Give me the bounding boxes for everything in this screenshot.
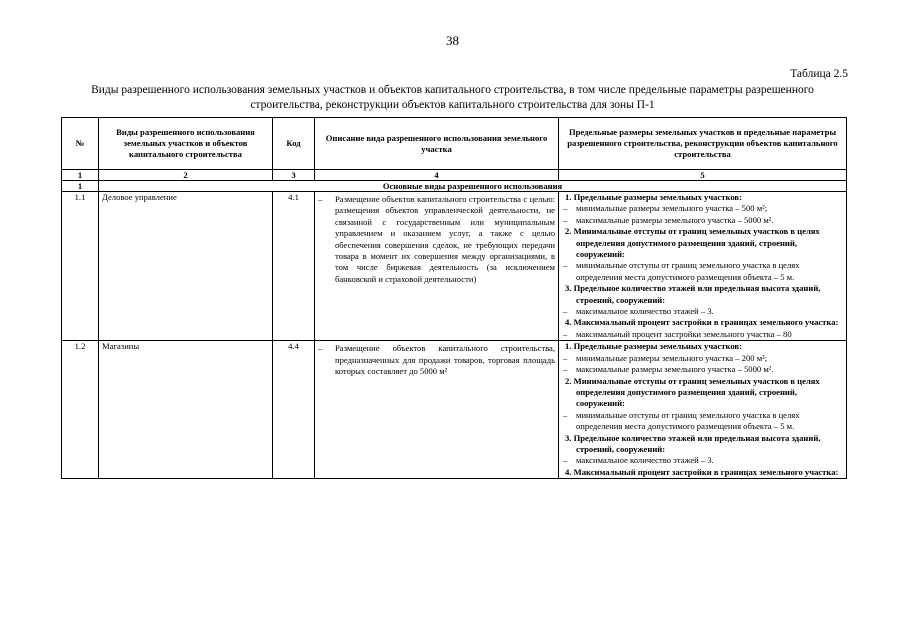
param-heading: 3. Предельное количество этажей или предельная высота зданий, строений, сооружений: — [565, 432, 821, 454]
use-type-code: 4.4 — [273, 341, 315, 479]
col-number: 5 — [559, 170, 847, 181]
col-number: 4 — [315, 170, 559, 181]
param-item: – максимальные размеры земельного участка – 5000 м². — [562, 215, 843, 226]
param-heading: 3. Предельное количество этажей или предельная высота зданий, строений, сооружений: — [565, 283, 821, 305]
param-item: – минимальные размеры земельного участка – 200 м²; — [562, 353, 843, 364]
row-number: 1.2 — [62, 341, 99, 479]
col-number: 2 — [99, 170, 273, 181]
use-type-name: Магазины — [99, 341, 273, 479]
zoning-table — [61, 117, 847, 479]
header-params: Предельные размеры земельных участков и предельные параметры разрешенного строительства, реконструкции объектов капитального строительства — [559, 118, 847, 170]
header-code: Код — [273, 118, 315, 170]
param-heading: 1. Предельные размеры земельных участков: — [565, 341, 742, 352]
param-heading: 4. Максимальный процент застройки в границах земельного участка: — [565, 466, 839, 477]
row-number: 1.1 — [62, 192, 99, 341]
table-row — [62, 341, 847, 479]
header-desc: Описание вида разрешенного использования земельного участка — [315, 118, 559, 170]
param-item: – минимальные отступы от границ земельного участка в целях определения места допустимого размещения объекта – 5 м. — [562, 260, 843, 283]
header-num: № — [62, 118, 99, 170]
column-number-row — [62, 170, 847, 181]
use-type-description — [315, 192, 559, 341]
table-title: Виды разрешенного использования земельных участков и объектов капитального строительства, в том числе предельные параметры разрешенного строительства, реконструкции объектов капитального строительства для зоны П-1 — [91, 84, 814, 111]
use-type-name: Деловое управление — [99, 192, 273, 341]
param-heading: 4. Максимальный процент застройки в границах земельного участка: — [565, 317, 839, 328]
param-item: – минимальные отступы от границ земельного участка в целях определения места допустимого размещения объекта – 5 м. — [562, 410, 843, 433]
section-number: 1 — [62, 181, 99, 192]
param-item: – максимальное количество этажей – 3. — [562, 306, 843, 317]
page-number: 38 — [446, 33, 459, 48]
use-type-code: 4.1 — [273, 192, 315, 341]
param-heading: 1. Предельные размеры земельных участков: — [565, 192, 742, 202]
param-item: – максимальный процент застройки земельного участка – 80 — [562, 329, 843, 340]
parameters-cell — [559, 341, 847, 479]
param-heading: 2. Минимальные отступы от границ земельных участков в целях определения допустимого размещения зданий, строений, сооружений: — [565, 226, 820, 260]
header-types: Виды разрешенного использования земельных участков и объектов капитального строительства — [99, 118, 273, 170]
header-row — [62, 118, 847, 170]
col-number: 1 — [62, 170, 99, 181]
col-number: 3 — [273, 170, 315, 181]
use-type-description — [315, 341, 559, 479]
param-item: – максимальные размеры земельного участка – 5000 м². — [562, 364, 843, 375]
parameters-cell — [559, 192, 847, 341]
param-item: – минимальные размеры земельного участка – 500 м²; — [562, 203, 843, 214]
param-heading: 2. Минимальные отступы от границ земельных участков в целях определения допустимого размещения зданий, строений, сооружений: — [565, 375, 820, 409]
description-item: – Размещение объектов капитального строительства с целью: размещения объектов управленческой деятельности, не связанной с государственным или муниципальным управлением и оказанием услуг, а также с целью обеспечения совершения сделок, не требующих передачи товара в момент их совершения между организациями, в том числе биржевая деятельность (за исключением банковской и страховой деятельности) — [318, 194, 555, 285]
table-label: Таблица 2.5 — [790, 68, 848, 80]
table-row — [62, 192, 847, 341]
param-item: – максимальное количество этажей – 3. — [562, 455, 843, 466]
description-item: – Размещение объектов капитального строительства, предназначенных для продажи товаров, торговая площадь которых составляет до 5000 м² — [318, 343, 555, 377]
section-row — [62, 181, 847, 192]
section-title: Основные виды разрешенного использования — [99, 181, 847, 192]
